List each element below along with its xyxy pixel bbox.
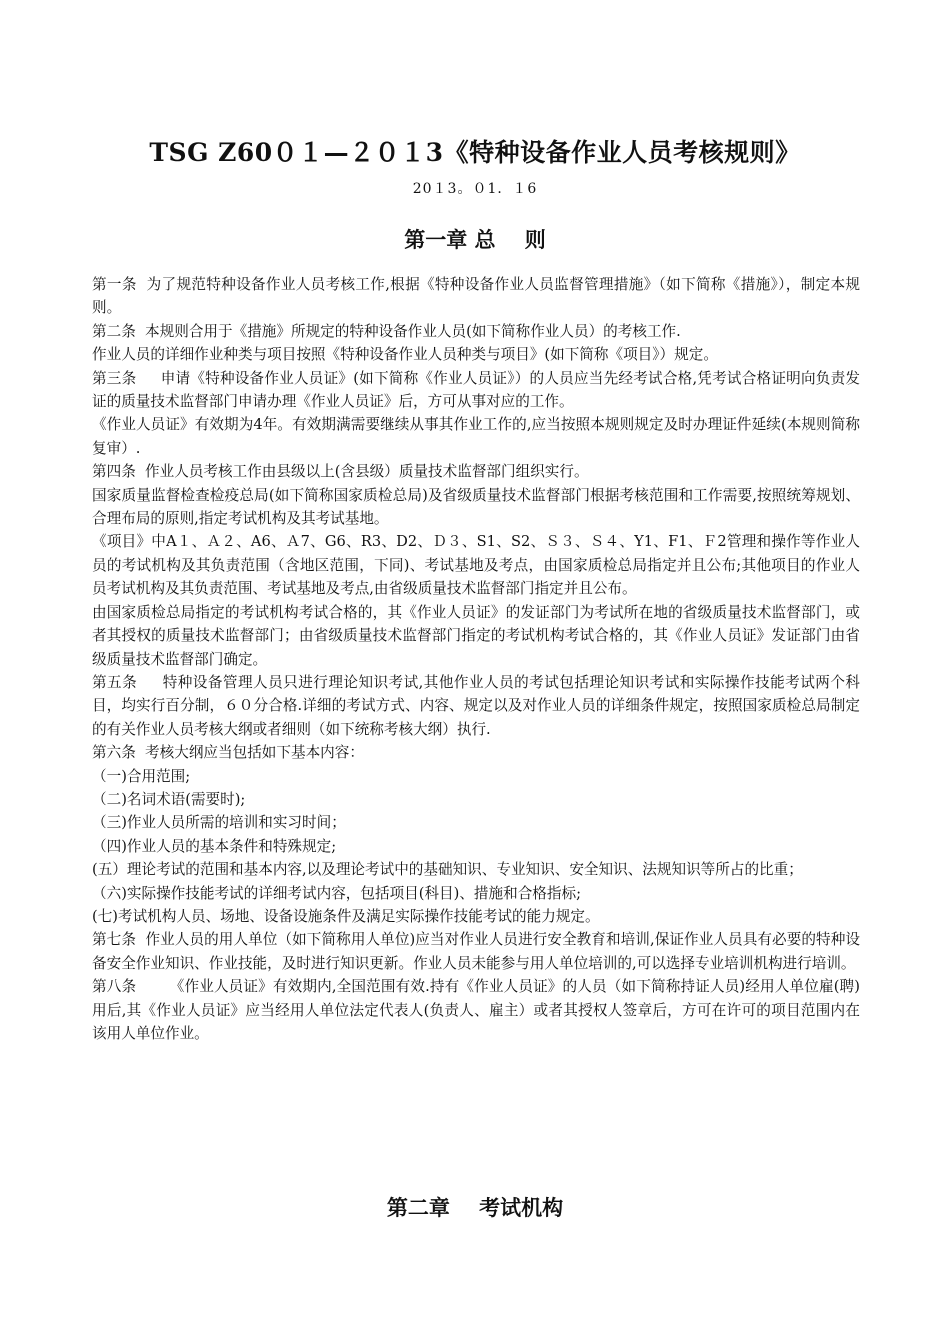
list-item: （二)名词术语(需要时); bbox=[92, 790, 246, 808]
list-item: (七)考试机构人员、场地、设备设施条件及满足实际操作技能考试的能力规定。 bbox=[92, 907, 600, 925]
paragraph: 第二条 本规则合用于《措施》所规定的特种设备作业人员(如下简称作业人员）的考核工作. bbox=[92, 322, 681, 340]
paragraph: 《项目》中A１、Ａ２、A6、Ａ7、G6、R3、D2、Ｄ３、S1、S2、Ｓ３、Ｓ４、Y1、F1、Ｆ2管理和操作等作业人员的考试机构及其负责范围（含地区范围，下同)、考试基地及考点，由国家质检总局指定并且公布;其他项目的作业人员考试机构及其负责范围、考试基地及考点,由省级质量技术监督部门指定并且公布。 bbox=[92, 533, 860, 598]
list-item: （四)作业人员的基本条件和特殊规定; bbox=[92, 837, 337, 855]
paragraph: 第五条 特种设备管理人员只进行理论知识考试,其他作业人员的考试包括理论知识考试和实际操作技能考试两个科目，均实行百分制，６０分合格.详细的考试方式、内容、规定以及对作业人员的详细条件规定，按照国家质检总局制定的有关作业人员考核大纲或者细则（如下统称考核大纲）执行. bbox=[92, 673, 860, 738]
document-title: TSG Z60０１—２０１3《特种设备作业人员考核规则》 bbox=[149, 138, 801, 167]
list-item: （六)实际操作技能考试的详细考试内容，包括项目(科目)、措施和合格指标; bbox=[92, 884, 582, 902]
chapter-2-title: 第二章 考试机构 bbox=[386, 1195, 564, 1220]
chapter-1-body bbox=[92, 273, 860, 1045]
paragraph: 第七条 作业人员的用人单位（如下简称用人单位)应当对作业人员进行安全教育和培训,保证作业人员具有必要的特种设备安全作业知识、作业技能，及时进行知识更新。作业人员未能参与用人单位培训的,可以选择专业培训机构进行培训。 bbox=[92, 931, 860, 972]
paragraph: 国家质量监督检查检疫总局(如下简称国家质检总局)及省级质量技术监督部门根据考核范围和工作需要,按照统筹规划、合理布局的原则,指定考试机构及其考试基地。 bbox=[92, 486, 860, 528]
paragraph: 第一条 为了规范特种设备作业人员考核工作,根据《特种设备作业人员监督管理措施》（如下简称《措施》），制定本规则。 bbox=[92, 276, 860, 317]
paragraph: 由国家质检总局指定的考试机构考试合格的，其《作业人员证》的发证部门为考试所在地的省级质量技术监督部门，或者其授权的质量技术监督部门；由省级质量技术监督部门指定的考试机构考试合格的，其《作业人员证》发证部门由省级质量技术监督部门确定。 bbox=[92, 603, 860, 668]
paragraph: 第四条 作业人员考核工作由县级以上(含县级）质量技术监督部门组织实行。 bbox=[92, 463, 589, 481]
list-item: （三)作业人员所需的培训和实习时间； bbox=[92, 814, 346, 832]
list-item: （一)合用范围; bbox=[92, 767, 191, 785]
paragraph: 《作业人员证》有效期为4年。有效期满需要继续从事其作业工作的,应当按照本规则规定及时办理证件延续(本规则简称复审）. bbox=[92, 416, 860, 457]
paragraph: 第六条 考核大纲应当包括如下基本内容： bbox=[92, 744, 364, 762]
document-date: 20１3。０1．１6 bbox=[412, 181, 538, 197]
paragraph: 第八条 《作业人员证》有效期内,全国范围有效.持有《作业人员证》的人员（如下简称持证人员)经用人单位雇(聘)用后,其《作业人员证》应当经用人单位法定代表人(负责人、雇主）或者其授权人签章后，方可在许可的项目范围内在该用人单位作业。 bbox=[92, 978, 860, 1042]
paragraph: 第三条 申请《特种设备作业人员证》(如下简称《作业人员证》）的人员应当先经考试合格,凭考试合格证明向负责发证的质量技术监督部门申请办理《作业人员证》后，方可从事对应的工作。 bbox=[92, 369, 860, 411]
chapter-1-title: 第一章 总 则 bbox=[404, 227, 546, 252]
paragraph: 作业人员的详细作业种类与项目按照《特种设备作业人员种类与项目》(如下简称《项目》）规定。 bbox=[92, 346, 718, 364]
list-item: (五）理论考试的范围和基本内容,以及理论考试中的基础知识、专业知识、安全知识、法规知识等所占的比重； bbox=[92, 861, 803, 879]
